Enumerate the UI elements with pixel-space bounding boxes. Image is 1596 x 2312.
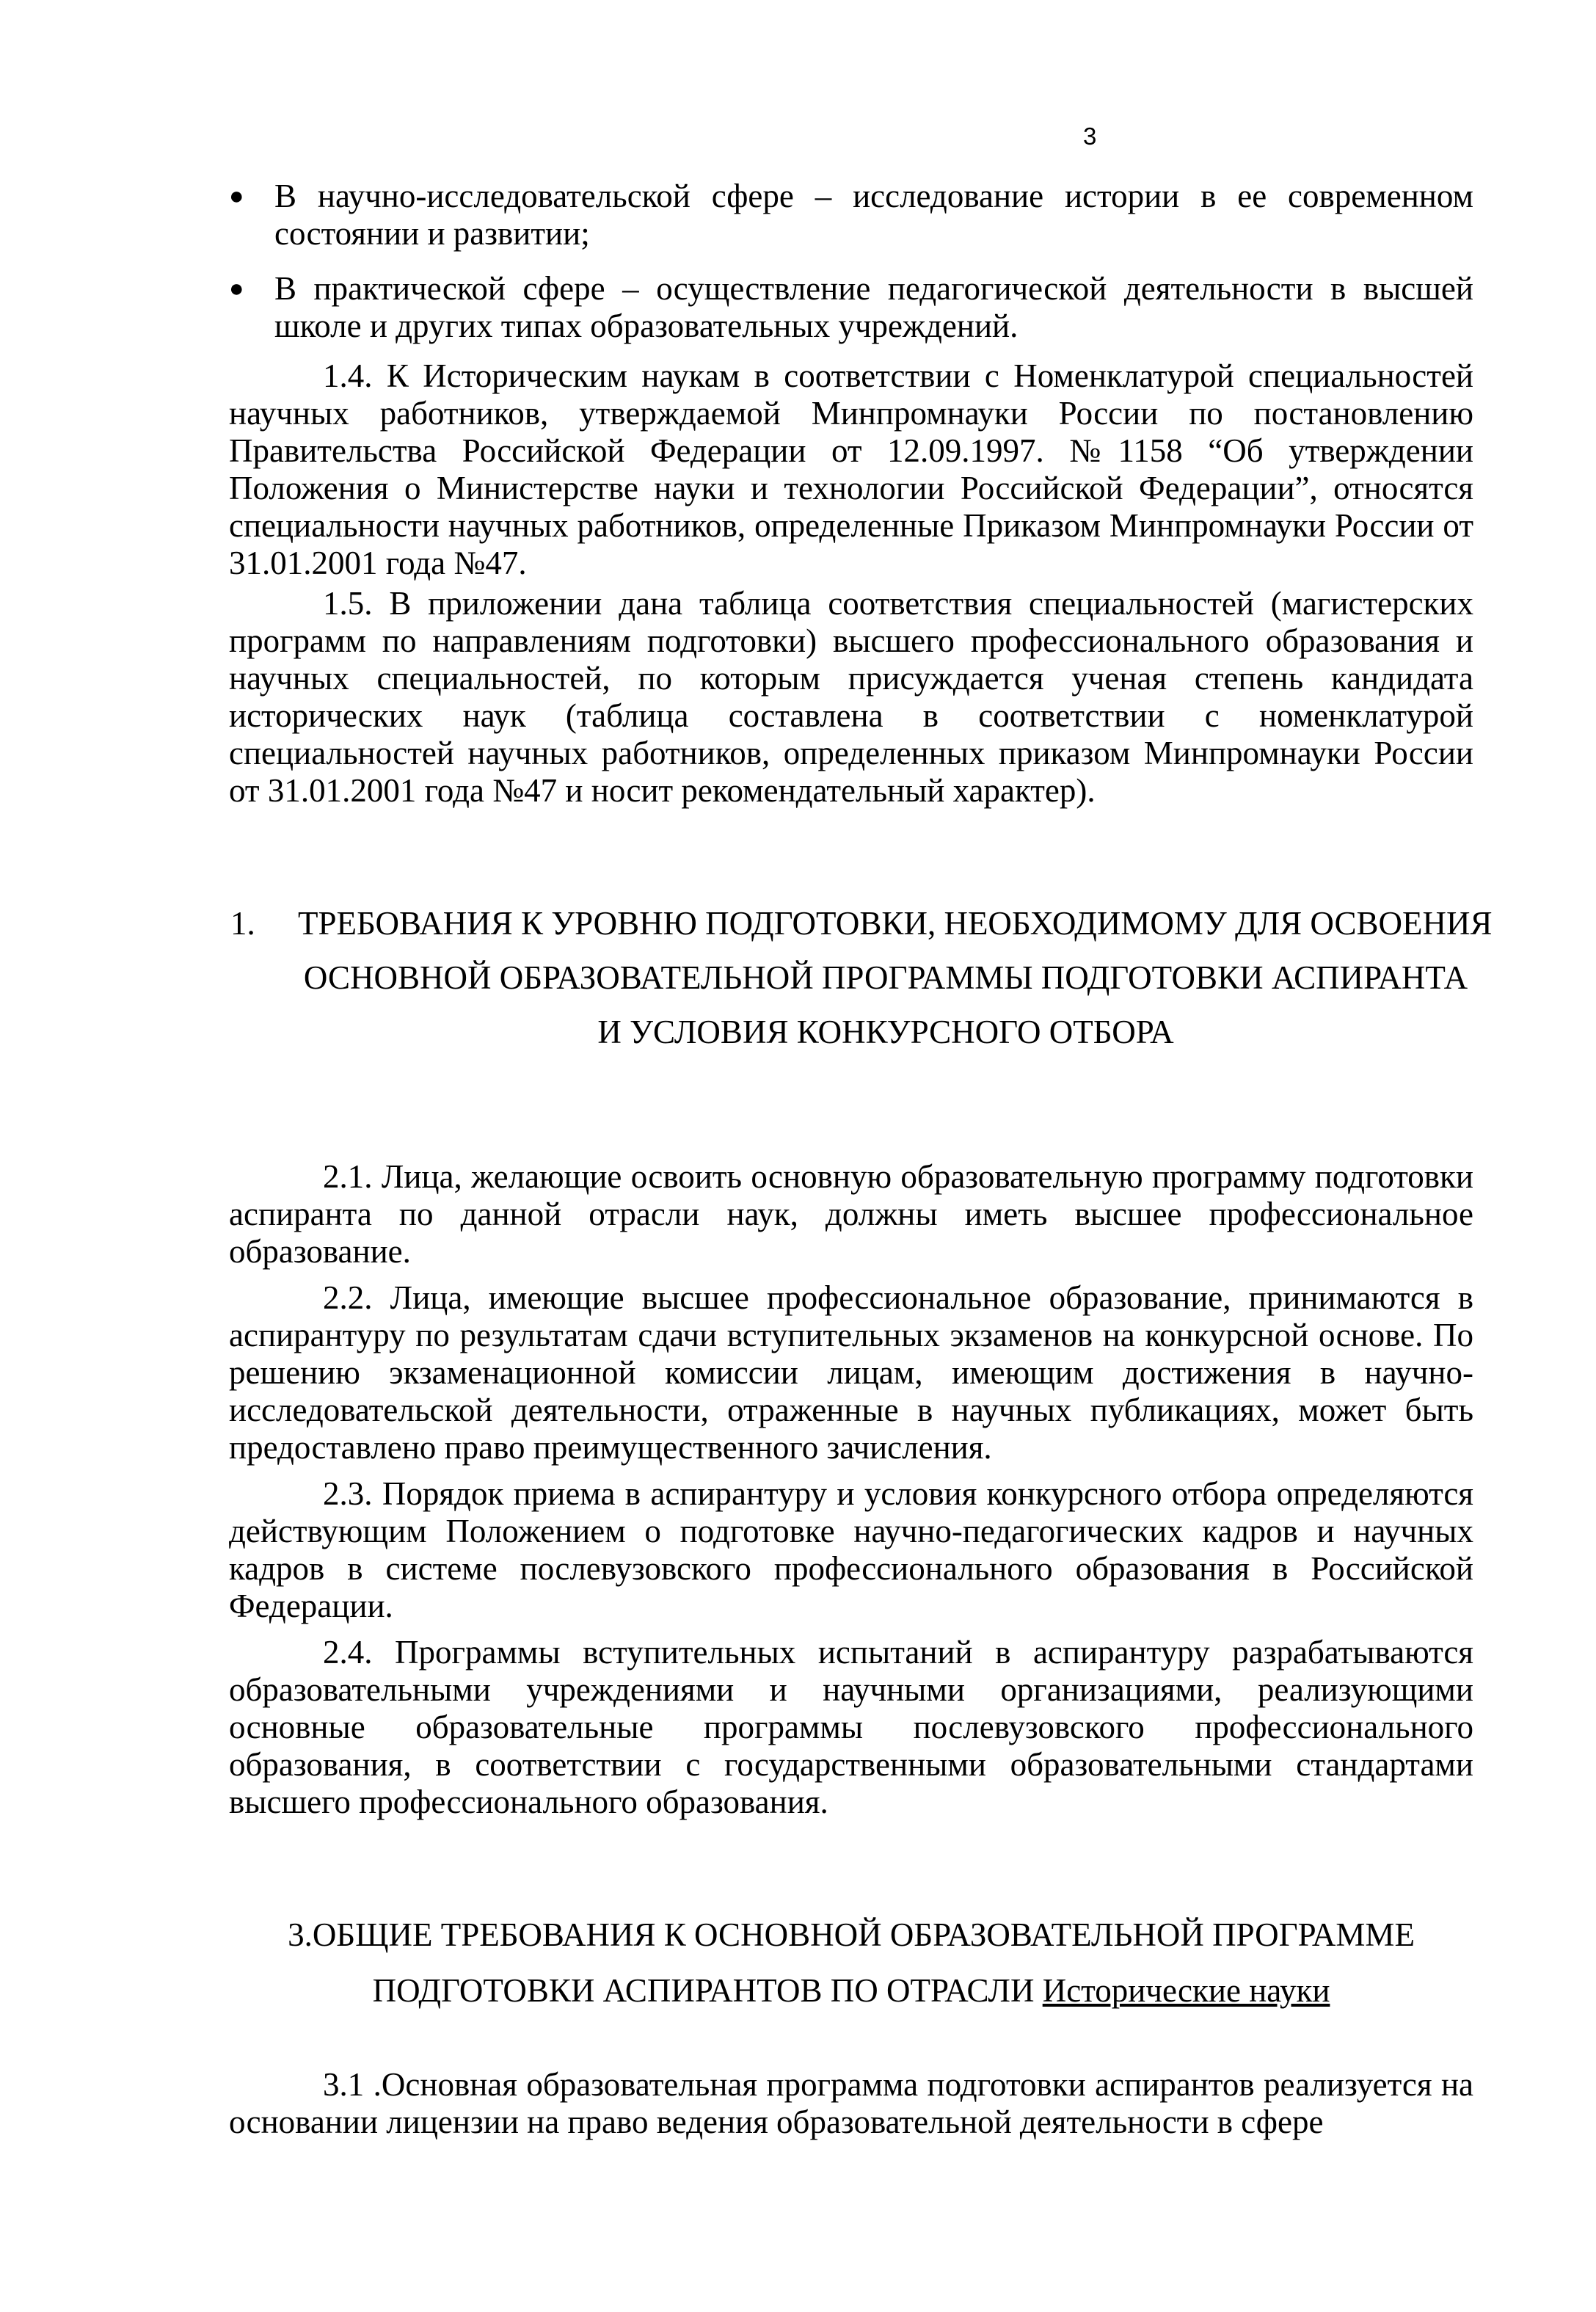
paragraph-1-4: 1.4. К Историческим наукам в соответствии с Номенклатурой специальностей научных работников, утверждаемой Минпромнауки России по постановлению Правительства Российской Федерации от 12.09.1997. №1158 “Об утверждении Положения о Министерстве науки и технологии Российской Федерации”, относятся специальности научных работников, определенные Приказом Минпромнауки России от 31.01.2001 года №47. — [229, 357, 1473, 581]
list-item — [229, 270, 1473, 345]
paragraph-2-3: 2.3. Порядок приема в аспирантуру и условия конкурсного отбора определяются действующим Положением о подготовке научно-педагогических кадров и научных кадров в системе послевузовского профессионального образования в Российской Федерации. — [229, 1475, 1473, 1624]
paragraph-3-1: 3.1 .Основная образовательная программа подготовки аспирантов реализуется на основании лицензии на право ведения образовательной деятельности в сфере — [229, 2066, 1473, 2140]
section-3-heading-prefix: ПОДГОТОВКИ АСПИРАНТОВ ПО ОТРАСЛИ — [372, 1972, 1043, 2009]
list-item — [229, 178, 1473, 252]
paragraph-2-4: 2.4. Программы вступительных испытаний в аспирантуру разрабатываются образовательными учреждениями и научными организациями, реализующими основные образовательные программы послевузовского профессионального образования, в соответствии с государственными образовательными стандартами высшего профессионального образования. — [229, 1634, 1473, 1820]
bullet-text: В практической сфере – осуществление педагогической деятельности в высшей школе и других типах образовательных учреждений. — [274, 270, 1473, 344]
bullet-list — [229, 178, 1473, 363]
section-2-heading-line-1: ТРЕБОВАНИЯ К УРОВНЮ ПОДГОТОВКИ, НЕОБХОДИМОМУ ДЛЯ ОСВОЕНИЯ — [298, 905, 1493, 942]
document-page — [229, 0, 1493, 2312]
section-3-heading-line-1: 3.ОБЩИЕ ТРЕБОВАНИЯ К ОСНОВНОЙ ОБРАЗОВАТЕЛЬНОЙ ПРОГРАММЕ — [288, 1916, 1415, 1953]
section-3-heading-field: Исторические науки — [1042, 1972, 1330, 2009]
paragraph-2-1: 2.1. Лица, желающие освоить основную образовательную программу подготовки аспиранта по данной отрасли наук, должны иметь высшее профессиональное образование. — [229, 1158, 1473, 1270]
bullet-icon: ● — [229, 275, 244, 302]
paragraph-2-2: 2.2. Лица, имеющие высшее профессиональное образование, принимаются в аспирантуру по результатам сдачи вступительных экзаменов на конкурсной основе. По решению экзаменационной комиссии лицам, имеющим достижения в научно-исследовательской деятельности, отраженные в научных публикациях, может быть предоставлено право преимущественного зачисления. — [229, 1279, 1473, 1466]
section-2-heading-line-3: И УСЛОВИЯ КОНКУРСНОГО ОТБОРА — [597, 1014, 1174, 1050]
section-3-heading-line-2 — [229, 1964, 1473, 2017]
section-2-number: 1. — [230, 905, 255, 942]
page-number: 3 — [1083, 123, 1097, 150]
paragraph-1-5: 1.5. В приложении дана таблица соответствия специальностей (магистерских программ по направлениям подготовки) высшего профессионального образования и научных специальностей, по которым присуждается ученая степень кандидата исторических наук (таблица составлена в соответствии с номенклатурой специальностей научных работников, определенных приказом Минпромнауки России от 31.01.2001 года №47 и носит рекомендательный характер). — [229, 585, 1473, 809]
bullet-icon: ● — [229, 183, 244, 210]
section-2-heading-line-2: ОСНОВНОЙ ОБРАЗОВАТЕЛЬНОЙ ПРОГРАММЫ ПОДГОТОВКИ АСПИРАНТА — [303, 959, 1468, 996]
bullet-text: В научно-исследовательской сфере – исследование истории в ее современном состоянии и развитии; — [274, 178, 1473, 252]
